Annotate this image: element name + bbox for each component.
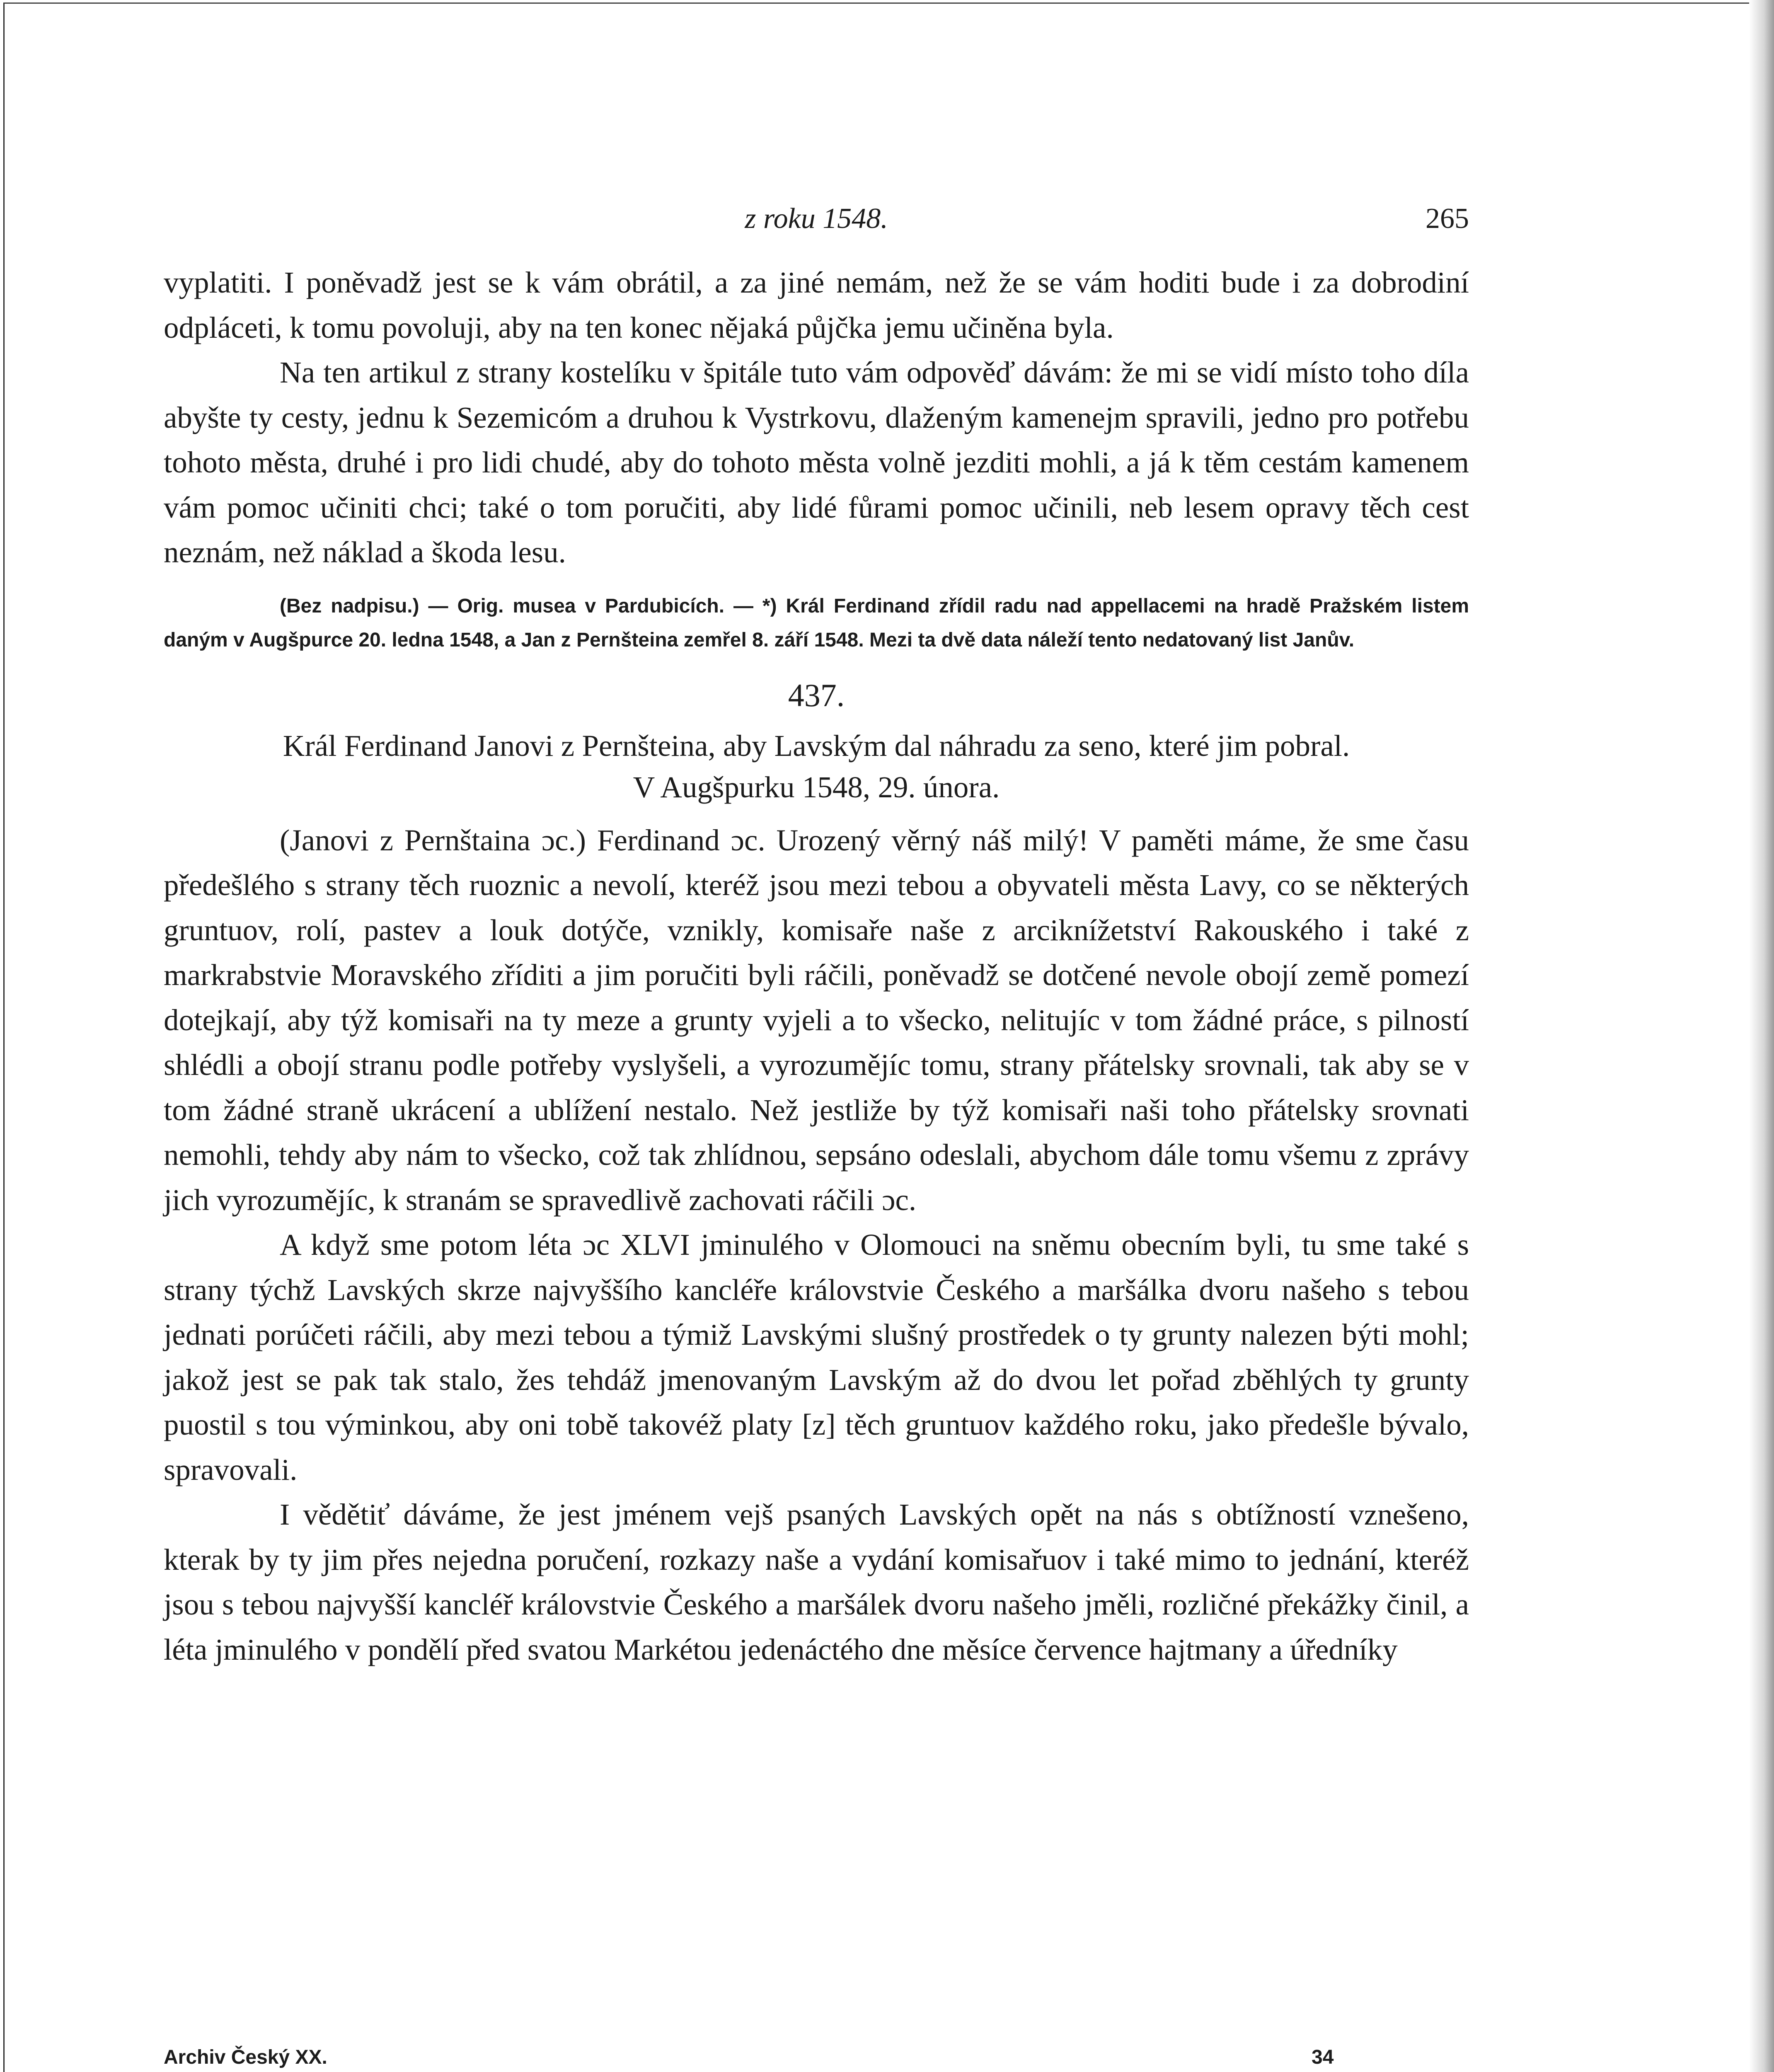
sheet-signature-number: 34 <box>1312 2046 1334 2068</box>
continued-paragraph: vyplatiti. I poněvadž jest se k vám obrátil, a za jiné nemám, než že se vám hoditi bude i za dobrodiní odpláceti, k tomu povoluji, aby na ten konec nějaká půjčka jemu učiněna byla. <box>164 266 1469 344</box>
scan-edge-shadow <box>1749 0 1774 2072</box>
paragraph-roads: Na ten artikul z strany kostelíku v špitále tuto vám odpověď dávám: že mi se vidí místo toho díla abyšte ty cesty, jednu k Sezemicóm a druhou k Vystrkovu, dlaženým kamenejm spravili, jedno pro potřebu tohoto města, druhé i pro lidi chudé, aby do tohoto města volně jezditi mohli, a já k těm cestám kamenem vám pomoc učiniti chci; také o tom poručiti, aby lidé fůrami pomoc učinili, neb lesem opravy těch cest neznám, než náklad a škoda lesu. <box>164 356 1469 569</box>
document-number: 437. <box>788 677 845 713</box>
running-title: z roku 1548. <box>745 203 888 235</box>
page-content <box>164 260 1469 1672</box>
summary-line-2: V Augšpurku 1548, 29. února. <box>633 770 1000 804</box>
document-paragraph-3: I vědětiť dáváme, že jest jménem vejš psaných Lavských opět na nás s obtížností vznešeno, kterak by ty jim přes nejedna poručení, rozkazy naše a vydání komisařuov i také mimo to jednání, kteréž jsou s tebou najvyšší kancléř královstvie Českého a maršálek dvoru našeho jměli, rozličné překážky činil, a léta jminulého v pondělí před svatou Markétou jedenáctého dne měsíce července hajtmany a úředníky <box>164 1498 1469 1666</box>
page-number: 265 <box>1425 203 1469 235</box>
summary-line-1: Král Ferdinand Janovi z Pernšteina, aby Lavským dal náhradu za seno, které jim pobral. <box>283 729 1350 762</box>
source-note: (Bez nadpisu.) — Orig. musea v Pardubicích. — *) Král Ferdinand zřídil radu nad appellacemi na hradě Pražském listem daným v Augšpurce 20. ledna 1548, a Jan z Pernšteina zemřel 8. září 1548. Mezi ta dvě data náleží tento nedatovaný list Janův. <box>164 595 1469 651</box>
page-footer <box>164 2041 1469 2072</box>
page-header <box>164 198 1469 248</box>
signature-mark: Archiv Český XX. <box>164 2046 327 2068</box>
document-summary <box>164 725 1469 808</box>
document-paragraph-2: A když sme potom léta ɔc XLVI jminulého v Olomouci na sněmu obecním byli, tu sme také s strany týchž Lavských skrze najvyššího kancléře královstvie Českého a maršálka dvoru našeho s tebou jednati porúčeti ráčili, aby mezi tebou a týmiž Lavskými slušný prostředek o ty grunty nalezen býti mohl; jakož jest se pak tak stalo, žes tehdáž jmenovaným Lavským až do dvou let pořad zběhlých ty grunty puostil s tou výminkou, aby oni tobě takovéž platy [z] těch gruntuov každého roku, jako předešle bývalo, spravovali. <box>164 1228 1469 1486</box>
document-paragraph-1: (Janovi z Pernštaina ɔc.) Ferdinand ɔc. Urozený věrný náš milý! V paměti máme, že sme času předešlého s strany těch ruoznic a nevolí, kteréž jsou mezi tebou a obyvateli města Lavy, co se některých gruntuov, rolí, pastev a louk dotýče, vznikly, komisaře naše z arciknížetství Rakouského i také z markrabstvie Moravského zříditi a jim poručiti byli ráčili, poněvadž se dotčené nevole obojí země pomezí dotejkají, aby týž komisaři na ty meze a grunty vyjeli a to všecko, nelitujíc v tom žádné práce, s pilností shlédli a obojí stranu podle potřeby vyslyšeli, a vyrozumějíc tomu, strany přátelsky srovnali, tak aby se v tom žádné straně ukrácení a ublížení nestalo. Než jestliže by týž komisaři naši toho přátelsky srovnati nemohli, tehdy aby nám to všecko, což tak zhlídnou, sepsáno odeslali, abychom dále tomu všemu z zprávy jich vyrozumějíc, k stranám se spravedlivě zachovati ráčili ɔc. <box>164 823 1469 1217</box>
